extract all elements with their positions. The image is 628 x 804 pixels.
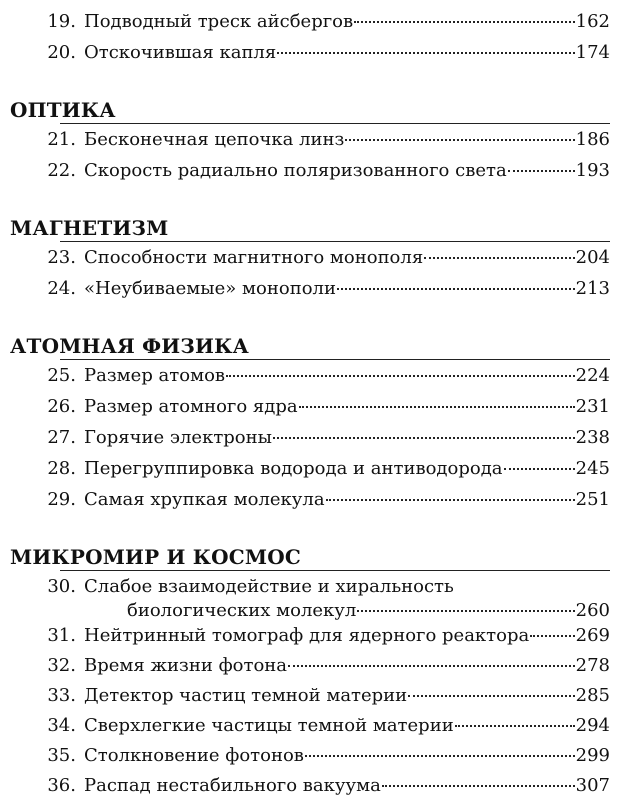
toc-entry[interactable] — [40, 682, 610, 713]
toc-entry[interactable] — [40, 652, 610, 683]
entry-page: 238 — [575, 427, 610, 448]
entry-title: Подводный треск айсбергов — [84, 11, 354, 32]
entry-number: 27. — [47, 427, 76, 448]
entry-title: Время жизни фотона — [84, 655, 288, 676]
entry-title-continuation: биологических молекул — [127, 600, 357, 621]
toc-entry[interactable] — [40, 39, 610, 70]
leader-dots — [357, 610, 574, 612]
entry-number: 26. — [47, 396, 76, 417]
entry-page: 285 — [575, 685, 610, 706]
leader-dots — [408, 695, 574, 697]
entry-number: 29. — [47, 489, 76, 510]
leader-dots — [504, 468, 575, 470]
entry-title: Бесконечная цепочка линз — [84, 129, 345, 150]
entry-number: 30. — [47, 576, 76, 597]
leader-dots — [354, 21, 575, 23]
leader-dots — [345, 139, 574, 141]
entry-number: 31. — [47, 625, 76, 646]
section-heading-magnetism: МАГНЕТИЗМ — [10, 216, 169, 240]
entry-title: Скорость радиально поляризованного света — [84, 160, 507, 181]
leader-dots — [508, 170, 575, 172]
entry-title: Сверхлегкие частицы темной материи — [84, 715, 454, 736]
toc-entry[interactable] — [40, 126, 610, 157]
entry-title: Горячие электроны — [84, 427, 272, 448]
entry-title: Размер атомов — [84, 365, 226, 386]
leader-dots — [288, 665, 575, 667]
toc-entry[interactable] — [40, 622, 610, 653]
entry-number: 25. — [47, 365, 76, 386]
toc-entry[interactable] — [40, 244, 610, 275]
entry-page: 307 — [575, 775, 610, 796]
toc-entry[interactable] — [40, 486, 610, 517]
entry-title: Способности магнитного монополя — [84, 247, 424, 268]
entry-title: Отскочившая капля — [84, 42, 277, 63]
entry-title: Нейтринный томограф для ядерного реактора — [84, 625, 530, 646]
toc-entry[interactable] — [40, 424, 610, 455]
toc-entry[interactable] — [40, 455, 610, 486]
entry-title: Слабое взаимодействие и хиральность — [84, 576, 454, 597]
toc-entry[interactable] — [40, 157, 610, 188]
leader-dots — [455, 725, 575, 727]
entry-number: 19. — [47, 11, 76, 32]
entry-number: 21. — [47, 129, 76, 150]
entry-number: 23. — [47, 247, 76, 268]
leader-dots — [273, 437, 575, 439]
entry-title: Перегруппировка водорода и антиводорода — [84, 458, 503, 479]
leader-dots — [299, 406, 575, 408]
entry-title: Размер атомного ядра — [84, 396, 298, 417]
section-rule — [60, 570, 610, 571]
toc-entry[interactable] — [40, 393, 610, 424]
entry-title: Детектор частиц темной материи — [84, 685, 408, 706]
entry-title: «Неубиваемые» монополи — [84, 278, 336, 299]
entry-number: 20. — [47, 42, 76, 63]
leader-dots — [424, 257, 574, 259]
entry-page: 251 — [575, 489, 610, 510]
entry-number: 33. — [47, 685, 76, 706]
entry-page: 260 — [575, 600, 610, 621]
toc-entry[interactable] — [40, 8, 610, 39]
entry-number: 36. — [47, 775, 76, 796]
leader-dots — [382, 785, 575, 787]
toc-entry[interactable] — [40, 742, 610, 773]
entry-page: 231 — [575, 396, 610, 417]
leader-dots — [226, 375, 575, 377]
leader-dots — [305, 755, 575, 757]
entry-number: 32. — [47, 655, 76, 676]
entry-page: 213 — [575, 278, 610, 299]
toc-entry[interactable] — [40, 573, 610, 629]
entry-page: 174 — [575, 42, 610, 63]
toc-entry[interactable] — [40, 712, 610, 743]
entry-page: 299 — [575, 745, 610, 766]
leader-dots — [277, 52, 574, 54]
leader-dots — [326, 499, 575, 501]
entry-page: 245 — [575, 458, 610, 479]
entry-title: Распад нестабильного вакуума — [84, 775, 381, 796]
section-rule — [60, 123, 610, 124]
entry-number: 24. — [47, 278, 76, 299]
section-rule — [60, 359, 610, 360]
section-heading-optics: ОПТИКА — [10, 98, 116, 122]
entry-page: 294 — [575, 715, 610, 736]
entry-page: 204 — [575, 247, 610, 268]
entry-number: 35. — [47, 745, 76, 766]
section-heading-atomic-physics: АТОМНАЯ ФИЗИКА — [10, 334, 249, 358]
leader-dots — [337, 288, 575, 290]
entry-number: 34. — [47, 715, 76, 736]
section-rule — [60, 241, 610, 242]
toc-entry[interactable] — [40, 362, 610, 393]
entry-title: Самая хрупкая молекула — [84, 489, 325, 510]
entry-title: Столкновение фотонов — [84, 745, 304, 766]
entry-number: 28. — [47, 458, 76, 479]
entry-page: 193 — [575, 160, 610, 181]
toc-entry[interactable] — [40, 772, 610, 803]
entry-page: 224 — [575, 365, 610, 386]
section-heading-microworld-cosmos: МИКРОМИР И КОСМОС — [10, 545, 301, 569]
leader-dots — [530, 635, 574, 637]
entry-page: 278 — [575, 655, 610, 676]
entry-page: 269 — [575, 625, 610, 646]
toc-entry[interactable] — [40, 275, 610, 306]
entry-page: 186 — [575, 129, 610, 150]
entry-number: 22. — [47, 160, 76, 181]
entry-page: 162 — [575, 11, 610, 32]
